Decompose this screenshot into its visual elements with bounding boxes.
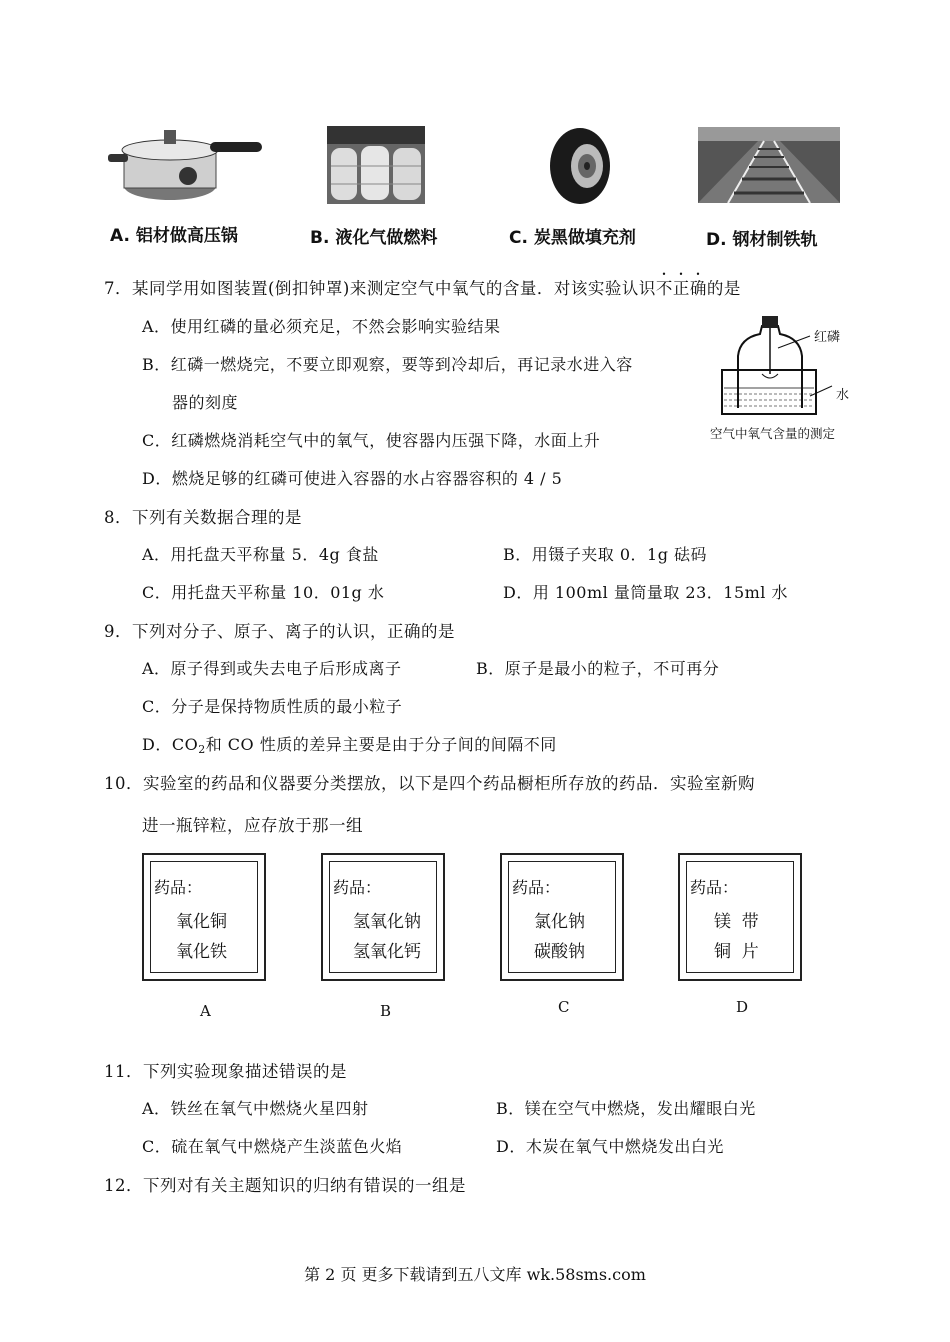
figure-label-phosphorus: 红磷 xyxy=(814,330,841,345)
figure-label-water: 水 xyxy=(836,388,850,403)
q7-option-c: C．红磷燃烧消耗空气中的氧气，使容器内压强下降，水面上升 xyxy=(142,431,601,450)
cabinet-d xyxy=(678,853,802,981)
cabinet-a-item-1: 氧化铜 xyxy=(176,912,227,932)
q7-option-b-cont: 器的刻度 xyxy=(172,393,239,412)
cabinet-c xyxy=(500,853,624,981)
q8-option-b: B．用镊子夹取 0．1g 砝码 xyxy=(503,545,708,564)
cabinet-d-item-1: 镁 带 xyxy=(714,912,759,932)
q9-option-b: B．原子是最小的粒子，不可再分 xyxy=(476,659,720,678)
cabinet-label-c: C xyxy=(558,998,570,1016)
q8-option-d: D．用 100ml 量筒量取 23．15ml 水 xyxy=(503,583,789,602)
q7-option-b: B．红磷一燃烧完，不要立即观察，要等到冷却后，再记录水进入容 xyxy=(142,355,633,374)
q11-option-a: A．铁丝在氧气中燃烧火星四射 xyxy=(142,1099,369,1118)
q7-stem: 7．某同学用如图装置(倒扣钟罩)来测定空气中氧气的含量．对该实验认识不正确的是 xyxy=(104,279,741,298)
q9-option-c: C．分子是保持物质性质的最小粒子 xyxy=(142,697,403,716)
figure-caption: 空气中氧气含量的测定 xyxy=(710,426,836,441)
cabinet-c-item-1: 氯化钠 xyxy=(534,912,585,932)
q8-option-c: C．用托盘天平称量 10．01g 水 xyxy=(142,583,385,602)
cabinet-b-item-1: 氢氧化钠 xyxy=(353,912,421,932)
q8-stem: 8．下列有关数据合理的是 xyxy=(104,508,302,527)
q9-option-a: A．原子得到或失去电子后形成离子 xyxy=(142,659,402,678)
cabinet-a xyxy=(142,853,266,981)
pressure-cooker-image xyxy=(108,124,266,206)
q8-option-a: A．用托盘天平称量 5．4g 食盐 xyxy=(142,545,379,564)
q11-option-b: B．镁在空气中燃烧，发出耀眼白光 xyxy=(496,1099,756,1118)
apparatus-figure xyxy=(700,308,860,444)
tire-image xyxy=(545,126,615,206)
cabinet-label-b: B xyxy=(380,1002,392,1020)
q11-option-c: C．硫在氧气中燃烧产生淡蓝色火焰 xyxy=(142,1137,403,1156)
cabinet-b-item-2: 氢氧化钙 xyxy=(353,942,421,962)
cabinet-b xyxy=(321,853,445,981)
cabinet-c-title: 药品： xyxy=(512,878,561,897)
cabinet-d-title: 药品： xyxy=(690,878,739,897)
q9-option-d: D．$CO_2$和 CO 性质的差异主要是由于分子间的间隔不同 xyxy=(142,735,557,756)
q11-stem: 11．下列实验现象描述错误的是 xyxy=(104,1062,347,1081)
cabinet-a-title: 药品： xyxy=(154,878,203,897)
cabinet-label-a: A xyxy=(200,1002,211,1020)
q12-stem: 12．下列对有关主题知识的归纳有错误的一组是 xyxy=(104,1176,466,1195)
page-footer: 第 2 页 更多下载请到五八文库 wk.58sms.com xyxy=(304,1265,646,1284)
q11-option-d: D．木炭在氧气中燃烧发出白光 xyxy=(496,1137,724,1156)
cabinet-b-title: 药品： xyxy=(333,878,382,897)
caption-a: A. 铝材做高压锅 xyxy=(110,226,238,246)
q10-stem-line1: 10．实验室的药品和仪器要分类摆放，以下是四个药品橱柜所存放的药品．实验室新购 xyxy=(104,774,755,793)
caption-d: D. 钢材制铁轨 xyxy=(706,230,818,250)
caption-b: B. 液化气做燃料 xyxy=(310,228,438,248)
gas-cylinders-image xyxy=(327,126,425,204)
cabinet-d-item-2: 铜 片 xyxy=(714,942,759,962)
q9-stem: 9．下列对分子、原子、离子的认识，正确的是 xyxy=(104,622,455,641)
q7-option-a: A．使用红磷的量必须充足，不然会影响实验结果 xyxy=(142,317,501,336)
q7-emphasis: 不正确 xyxy=(655,279,707,298)
q7-option-d: D．燃烧足够的红磷可使进入容器的水占容器容积的 4 / 5 xyxy=(142,469,563,488)
cabinet-label-d: D xyxy=(736,998,749,1016)
q10-stem-line2: 进一瓶锌粒，应存放于那一组 xyxy=(142,816,363,835)
caption-c: C. 炭黑做填充剂 xyxy=(509,228,636,248)
cabinet-c-item-2: 碳酸钠 xyxy=(534,942,585,962)
railway-tracks-image xyxy=(698,127,840,203)
cabinet-a-item-2: 氧化铁 xyxy=(176,942,227,962)
